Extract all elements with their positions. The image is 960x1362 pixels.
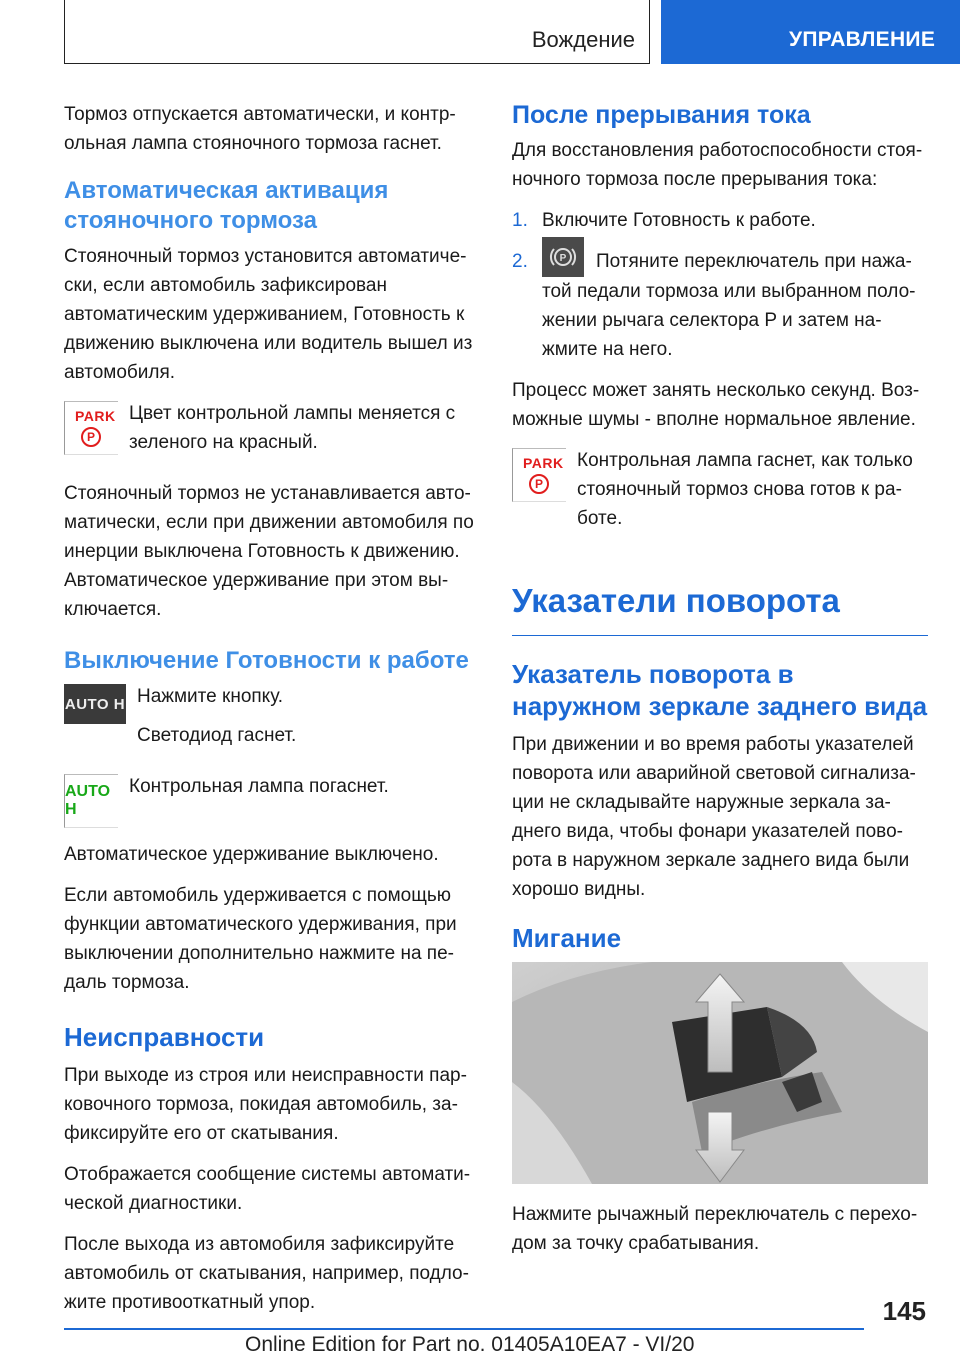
autoh-lamp-text: Контрольная лампа погаснет. <box>129 776 389 797</box>
power-cut-paragraph-2: Процесс может занять несколько секунд. Возможные шумы - вполне нормальное явление. <box>512 380 920 430</box>
park-lamp-note <box>64 399 478 467</box>
left-column <box>64 100 478 1329</box>
footer-divider <box>64 1328 864 1330</box>
page-number: 145 <box>882 1296 926 1326</box>
turn-signal-lever-image <box>512 962 928 1184</box>
park-lamp-off-text: Контрольная лампа гаснет, как только стояночный тормоз снова готов к работе. <box>577 450 913 529</box>
list-item <box>512 206 928 235</box>
step-text: Потяните переключатель при нажатой педали тормоза или выбранном положении рычага селектора P и затем нажмите на него. <box>542 251 916 360</box>
right-column <box>512 100 928 1270</box>
park-brake-warning-icon <box>64 401 118 455</box>
auto-hold-lamp-icon: AUTO H <box>64 774 118 828</box>
switch-off-paragraph-1: Автоматическое удерживание выключено. <box>64 844 439 865</box>
park-lamp-off-note <box>512 446 928 543</box>
step-number: 1. <box>512 210 528 231</box>
parking-brake-switch-icon <box>542 237 584 277</box>
list-item <box>512 247 928 364</box>
autoh-button-text-1: Нажмите кнопку. <box>137 686 284 707</box>
header-section-label: Вождение <box>531 27 635 52</box>
faults-heading: Неисправности <box>64 1022 265 1052</box>
header-chapter-label: УПРАВЛЕНИЕ <box>789 28 936 51</box>
auto-activation-heading: Автоматическая активация стояночного тормоза <box>64 177 389 234</box>
autoh-button-note <box>64 682 478 760</box>
power-cut-paragraph-1: Для восстановления работоспособности стояночного тормоза после прерывания тока: <box>512 140 923 190</box>
auto-activation-paragraph-2: Стояночный тормоз не устанавливается автоматически, если при движении автомобиля по инерции выключена Готовность к движению. Автоматическое удерживание при этом выключается. <box>64 483 474 620</box>
switch-off-paragraph-2: Если автомобиль удерживается с помощью функции автоматического удерживания, при выключении дополнительно нажмите на педаль тормоза. <box>64 885 457 993</box>
faults-paragraph-1: При выходе из строя или неисправности парковочного тормоза, покидая автомобиль, зафиксируйте его от скатывания. <box>64 1065 467 1144</box>
faults-paragraph-3: После выхода из автомобиля зафиксируйте автомобиль от скатывания, например, подложите противооткатный упор. <box>64 1234 469 1313</box>
mirror-signal-heading: Указатель поворота в наружном зеркале заднего вида <box>512 659 928 721</box>
park-icon-label: PARK <box>75 408 116 424</box>
park-brake-warning-icon <box>512 448 566 502</box>
svg-text:P: P <box>559 253 567 264</box>
turn-signals-title: Указатели поворота <box>512 581 928 636</box>
footer-edition: Online Edition for Part no. 01405A10EA7 - VI/20 <box>245 1333 695 1356</box>
step-number: 2. <box>512 251 528 272</box>
autoh-lamp-note <box>64 772 478 828</box>
power-cut-steps <box>512 206 928 364</box>
mirror-signal-paragraph: При движении и во время работы указателей поворота или аварийной световой сигнализации не складывайте наружные зеркала заднего вида, чтобы фонари указателей поворота в наружном зеркале заднего вида были хорошо видны. <box>512 734 916 900</box>
blinking-heading: Мигание <box>512 923 622 953</box>
autoh-button-text-2: Светодиод гаснет. <box>137 725 297 746</box>
intro-paragraph: Тормоз отпускается автоматически, и контрольная лампа стояночного тормоза гаснет. <box>64 104 456 154</box>
header-chapter-tab <box>661 0 960 64</box>
switch-off-heading: Выключение Готовности к работе <box>64 647 469 674</box>
blinking-paragraph: Нажмите рычажный переключатель с переходом за точку срабатывания. <box>512 1204 918 1254</box>
auto-activation-paragraph-1: Стояночный тормоз установится автоматически, если автомобиль зафиксирован автоматическим удерживанием, Готовность к движению выключена или водитель вышел из автомобиля. <box>64 246 473 383</box>
auto-hold-button-icon: AUTO H <box>64 684 126 724</box>
park-lamp-text: Цвет контрольной лампы меняется с зеленого на красный. <box>129 403 456 453</box>
power-cut-heading: После прерывания тока <box>512 101 811 129</box>
park-icon-label: PARK <box>523 455 564 471</box>
park-icon-symbol: P <box>81 427 101 447</box>
step-text: Включите Готовность к работе. <box>542 210 816 231</box>
faults-paragraph-2: Отображается сообщение системы автоматической диагностики. <box>64 1164 471 1214</box>
header-section-tab <box>64 0 650 64</box>
park-icon-symbol: P <box>529 474 549 494</box>
